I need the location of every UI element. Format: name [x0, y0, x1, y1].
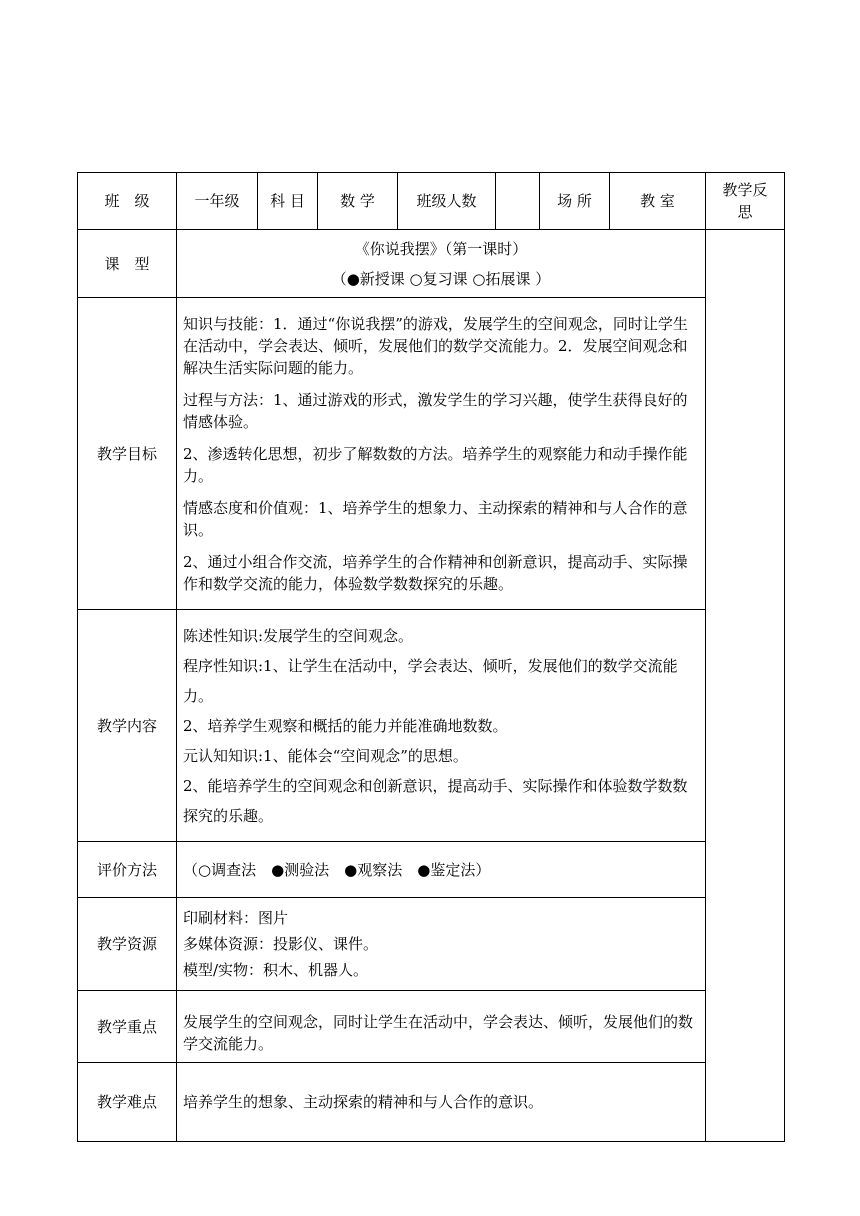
- objective-paragraph: 2、渗透转化思想，初步了解数数的方法。培养学生的观察能力和动手操作能力。: [183, 444, 688, 485]
- evaluation-label: 评价方法: [78, 842, 177, 898]
- difficulties-label: 教学难点: [78, 1063, 177, 1142]
- place-label: 场 所: [540, 173, 610, 230]
- lesson-type-row: [78, 230, 785, 298]
- lesson-title: 《你说我摆》（第一课时）: [354, 239, 528, 258]
- difficulties-row: [78, 1063, 785, 1142]
- objectives-row: [78, 298, 785, 610]
- class-size-value: [496, 173, 540, 230]
- resources-row: [78, 898, 785, 991]
- key-points-row: [78, 991, 785, 1063]
- resource-line: 模型/实物：积木、机器人。: [183, 961, 369, 979]
- lesson-type-label: 课 型: [78, 230, 177, 298]
- objective-paragraph: 过程与方法：1、通过游戏的形式，激发学生的学习兴趣，使学生获得良好的情感体验。: [183, 390, 688, 431]
- lesson-type-options: （●新授课 ○复习课 ○拓展课 ）: [331, 269, 551, 288]
- objective-paragraph: 知识与技能：1．通过“你说我摆”的游戏，发展学生的空间观念，同时让学生在活动中，学会表达、倾听，发展他们的数学交流能力。2．发展空间观念和解决生活实际问题的能力。: [183, 314, 688, 377]
- key-points-text: 发展学生的空间观念，同时让学生在活动中，学会表达、倾听，发展他们的数学交流能力。: [177, 991, 706, 1063]
- evaluation-methods: （○调查法 ●测验法 ●观察法 ●鉴定法）: [177, 842, 706, 898]
- resources-cell: [177, 898, 706, 991]
- header-row: [78, 173, 785, 230]
- evaluation-row: [78, 842, 785, 898]
- resources-label: 教学资源: [78, 898, 177, 991]
- content-paragraph: 陈述性知识:发展学生的空间观念。: [183, 626, 414, 645]
- content-paragraph: 2、培养学生观察和概括的能力并能准确地数数。: [183, 716, 508, 735]
- content-paragraph: 2、能培养学生的空间观念和创新意识，提高动手、实际操作和体验数学数数探究的乐趣。: [183, 776, 688, 825]
- content-paragraph: 程序性知识:1、让学生在活动中，学会表达、倾听，发展他们的数学交流能力。: [183, 656, 678, 705]
- content-paragraph: 元认知知识:1、能体会“空间观念”的思想。: [183, 746, 468, 765]
- lesson-type-cell: [177, 230, 706, 298]
- subject-label: 科 目: [258, 173, 318, 230]
- content-cell: [177, 610, 706, 842]
- resource-line: 印刷材料：图片: [183, 909, 289, 927]
- class-label: 班 级: [78, 173, 177, 230]
- subject-value: 数 学: [318, 173, 398, 230]
- objectives-cell: [177, 298, 706, 610]
- resource-line: 多媒体资源：投影仪、课件。: [183, 935, 379, 953]
- lesson-plan-table: [77, 172, 785, 1142]
- content-label: 教学内容: [78, 610, 177, 842]
- key-points-label: 教学重点: [78, 991, 177, 1063]
- content-row: [78, 610, 785, 842]
- class-value: 一年级: [177, 173, 258, 230]
- reflection-column: [706, 230, 785, 1142]
- objective-paragraph: 情感态度和价值观：1、培养学生的想象力、主动探索的精神和与人合作的意识。: [183, 498, 688, 539]
- difficulties-text: 培养学生的想象、主动探索的精神和与人合作的意识。: [177, 1063, 706, 1142]
- objectives-label: 教学目标: [78, 298, 177, 610]
- class-size-label: 班级人数: [398, 173, 496, 230]
- objective-paragraph: 2、通过小组合作交流，培养学生的合作精神和创新意识，提高动手、实际操作和数学交流的能力，体验数学数数探究的乐趣。: [183, 552, 688, 593]
- place-value: 教 室: [610, 173, 706, 230]
- reflection-label: 教学反思: [706, 173, 785, 230]
